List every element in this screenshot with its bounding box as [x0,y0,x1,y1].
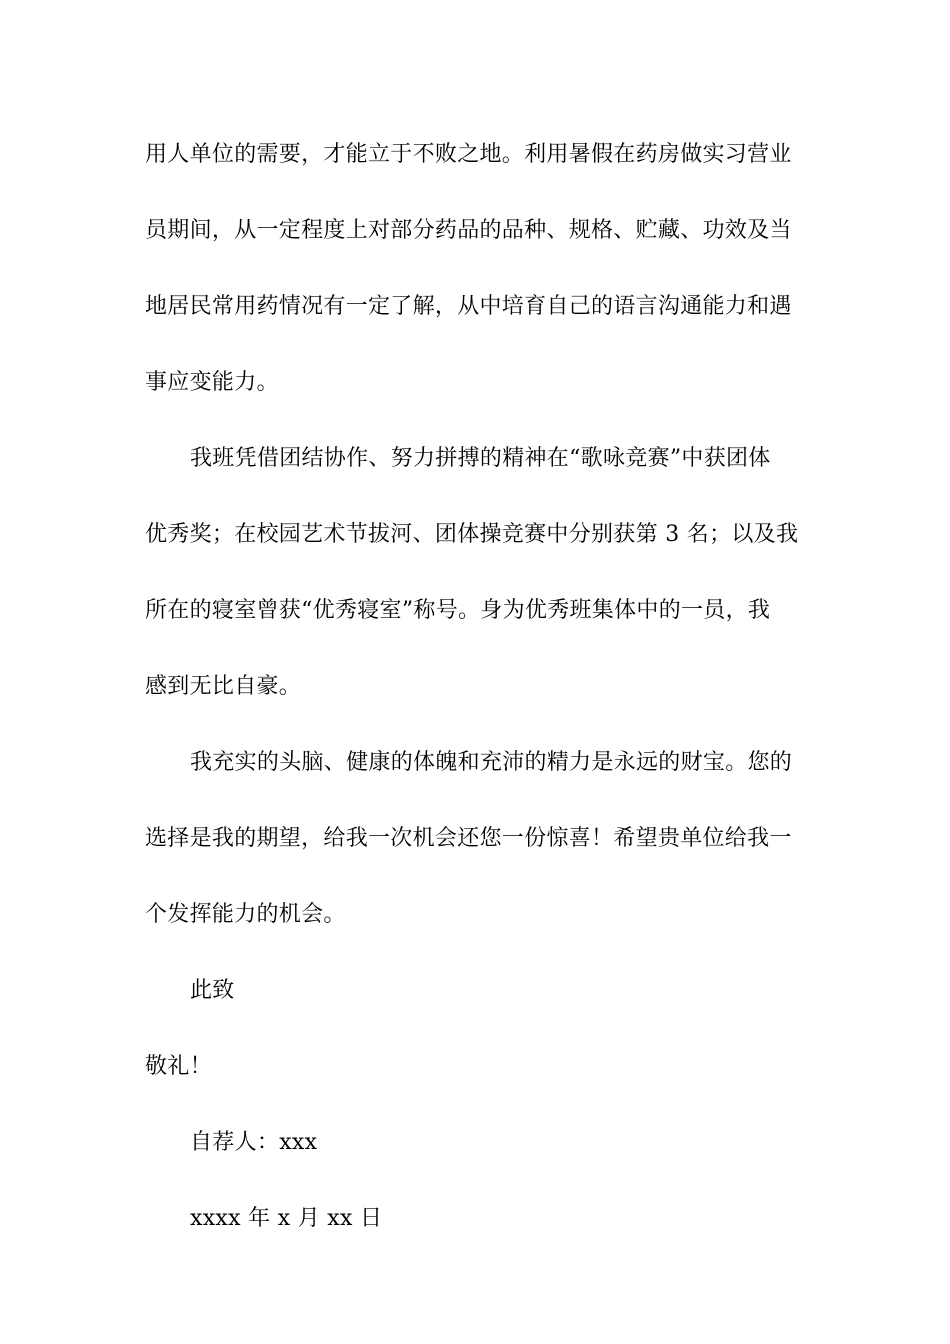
paragraph-line: 用人单位的需要，才能立于不败之地。利用暑假在药房做实习营业 [145,142,792,167]
paragraph-line: 所在的寝室曾获“优秀寝室”称号。身为优秀班集体中的一员，我 [145,598,771,623]
paragraph-line: 选择是我的期望，给我一次机会还您一份惊喜！希望贵单位给我一 [145,826,792,851]
signature-line: 自荐人：xxx [190,1130,318,1155]
paragraph-line: 感到无比自豪。 [145,674,302,699]
paragraph-line: 员期间，从一定程度上对部分药品的品种、规格、贮藏、功效及当 [145,218,792,243]
paragraph-line: 个发挥能力的机会。 [145,902,346,927]
date-line: xxxx 年 x 月 xx 日 [190,1206,383,1231]
paragraph-line: 优秀奖；在校园艺术节拔河、团体操竞赛中分别获第 3 名；以及我 [145,522,799,547]
salutation: 敬礼！ [145,1054,212,1079]
paragraph-line: 事应变能力。 [145,370,279,395]
paragraph-line: 地居民常用药情况有一定了解，从中培育自己的语言沟通能力和遇 [145,294,792,319]
closing-phrase: 此致 [190,978,235,1003]
paragraph-line: 我充实的头脑、健康的体魄和充沛的精力是永远的财宝。您的 [190,750,793,775]
paragraph-line: 我班凭借团结协作、努力拼搏的精神在“歌咏竞赛”中获团体 [190,446,771,471]
